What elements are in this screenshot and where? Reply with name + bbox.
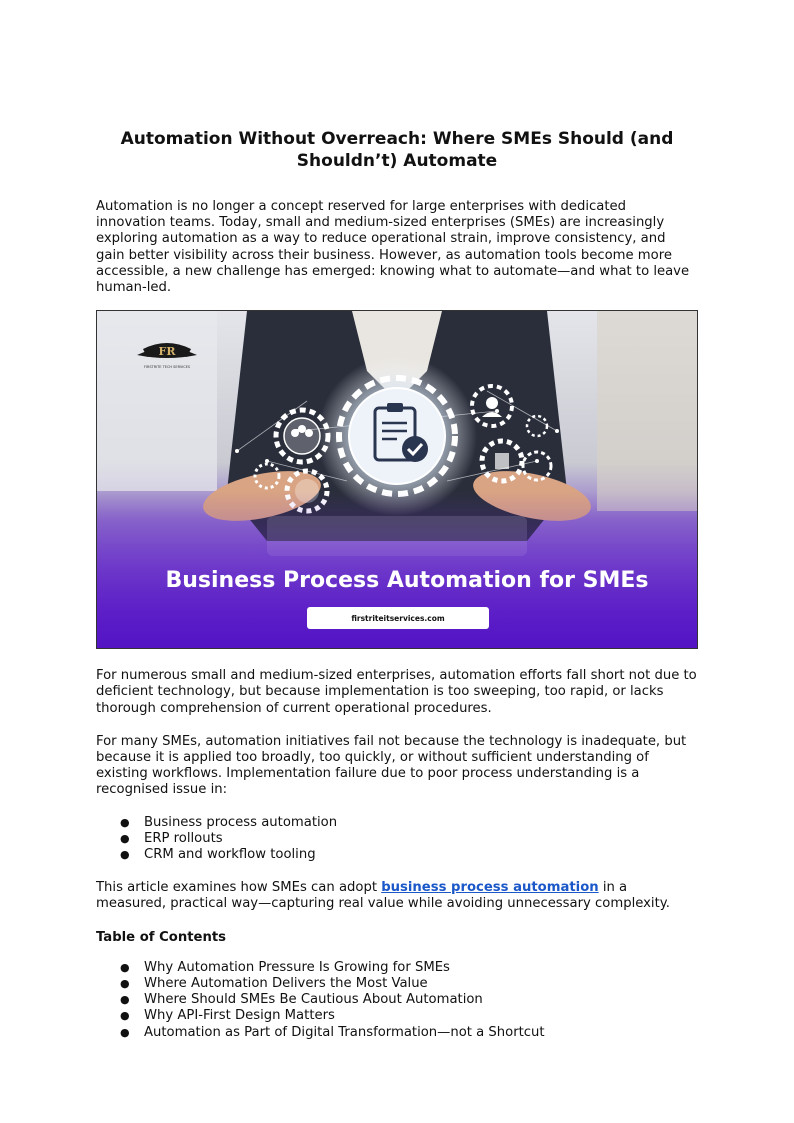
intro-paragraph: Automation is no longer a concept reserved for large enterprises with dedicated innovation teams. Today, small and medium-sized enterprises (SMEs) are increasingly exploring automation as a way to reduce operational strain, improve consistency, and gain better visibility across their business. However, as automation tools become more accessible, a new challenge has emerged: knowing what to automate—and what to leave human-led. [96, 199, 690, 296]
toc-item: ● Where Automation Delivers the Most Value [120, 976, 428, 992]
article-title: Automation Without Overreach: Where SMEs Should (and Shouldn’t) Automate [120, 129, 674, 171]
bullet-icon: ● [120, 848, 130, 862]
svg-text:FIRSTRITE TECH SERVICES: FIRSTRITE TECH SERVICES [143, 365, 191, 370]
toc-item: ● Automation as Part of Digital Transformation—not a Shortcut [120, 1024, 545, 1040]
bullet-icon: ● [120, 977, 130, 991]
bullet-icon: ● [120, 993, 130, 1007]
toc-item: ● Why Automation Pressure Is Growing for SMEs [120, 959, 450, 975]
bpa-link[interactable]: business process automation [381, 880, 599, 896]
hero-image [96, 310, 698, 649]
banner-title: Business Process Automation for SMEs [165, 568, 649, 594]
toc-item: ● Where Should SMEs Be Cautious About Automation [120, 992, 483, 1008]
list-item: ● CRM and workflow tooling [120, 847, 316, 863]
document-page [96, 128, 698, 1041]
list-item: ● Business process automation [120, 814, 338, 830]
list-item: ● ERP rollouts [120, 830, 223, 846]
paragraph-implementation: For numerous small and medium-sized enterprises, automation efforts fall short not due to deficient technology, but because implementation is too sweeping, too rapid, or lacks thorough comprehension of current operational procedures. [96, 668, 697, 716]
bullet-icon: ● [120, 1009, 130, 1023]
toc-heading: Table of Contents [96, 929, 226, 945]
svg-text:FR: FR [158, 345, 176, 359]
issues-list [96, 815, 698, 864]
table-of-contents [96, 960, 698, 1041]
paragraph-article-scope: This article examines how SMEs can adopt business process automation in a measured, practical way—capturing real value while avoiding unnecessary complexity. [96, 880, 670, 912]
paragraph-initiatives: For many SMEs, automation initiatives fail not because the technology is inadequate, but because it is applied too broadly, too quickly, or without sufficient understanding of existing workflows. Implementation failure due to poor process understanding is a recognised issue in: [96, 733, 687, 798]
bullet-icon: ● [120, 831, 130, 845]
banner-url: firstriteitservices.com [351, 614, 445, 624]
bullet-icon: ● [120, 960, 130, 974]
toc-item: ● Why API-First Design Matters [120, 1008, 335, 1024]
bullet-icon: ● [120, 815, 130, 829]
bullet-icon: ● [120, 1025, 130, 1039]
